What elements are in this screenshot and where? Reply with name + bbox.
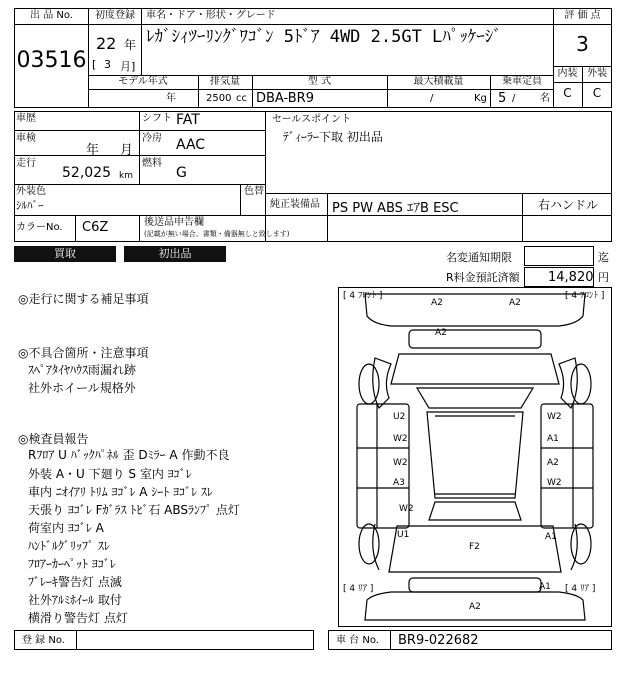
ac-label: 冷房	[142, 133, 162, 144]
damage-mark: A2	[435, 328, 447, 338]
model-year-label: モデル年式	[118, 76, 168, 87]
type-value: DBA-BR9	[256, 91, 314, 106]
displacement-value: 2500	[206, 93, 232, 104]
corner-rear-right: [ 4 ﾘｱ ]	[565, 584, 596, 594]
car-outline	[339, 288, 611, 626]
damage-mark: A2	[431, 298, 443, 308]
lot-number: 03516	[16, 48, 87, 73]
tag-buyout: 買取	[14, 246, 116, 262]
reg-no-label: 登 録 No.	[22, 635, 65, 646]
displacement-label: 排気量	[210, 76, 240, 87]
tag-first-listing: 初出品	[124, 246, 226, 262]
fuel-label: 燃料	[142, 158, 162, 169]
name-change-unit: 迄	[598, 251, 609, 264]
first-reg-label: 初度登録	[95, 10, 135, 21]
shift-label: シフト	[142, 113, 172, 124]
reg-month-unit: 月]	[120, 60, 136, 73]
interior-grade: C	[563, 86, 572, 100]
defects-title: ◎不具合箇所・注意事項	[18, 346, 149, 360]
corner-front-right: [ 4 ﾌﾛﾝﾄ ]	[565, 291, 605, 301]
damage-mark: W2	[393, 434, 408, 444]
recycle-label: R料金預託済額	[446, 271, 520, 284]
capacity-unit: 名	[540, 93, 550, 104]
damage-mark: A2	[469, 602, 481, 612]
aftermarket-label: 後送品申告欄	[144, 217, 204, 228]
displacement-unit: cc	[236, 93, 247, 104]
shift-value: FAT	[176, 112, 200, 128]
car-desc-label: 車名・ドア・形状・グレード	[146, 10, 276, 21]
damage-mark: A2	[509, 298, 521, 308]
recycle-amount: 14,820	[548, 270, 594, 285]
repaint-label: 色替	[244, 186, 264, 197]
corner-front-left: [ 4 ﾌﾛﾝﾄ ]	[343, 291, 383, 301]
inspector-title: ◎検査員報告	[18, 432, 89, 446]
damage-mark: A1	[547, 434, 559, 444]
max-load-label: 最大積載量	[413, 76, 464, 87]
color-no-value: C6Z	[82, 220, 109, 235]
mileage-value: 52,025	[62, 165, 111, 181]
inspection-year-unit: 年	[86, 143, 100, 158]
capacity-sep: /	[512, 93, 516, 104]
damage-mark: W2	[547, 412, 562, 422]
inspector-line: 荷室内 ﾖｺﾞﾚ A	[28, 521, 104, 535]
mileage-label: 走行	[16, 158, 36, 169]
reg-year: 22	[96, 34, 117, 53]
equipment-label: 純正装備品	[270, 199, 320, 210]
sales-point-value: ﾃﾞｨｰﾗｰ下取 初出品	[283, 130, 383, 144]
inspector-line: Rﾌﾛｱ U ﾊﾞｯｸﾊﾟﾈﾙ 歪 Dﾐﾗｰ A 作動不良	[28, 448, 230, 462]
exterior-grade: C	[592, 86, 602, 100]
car-diagram	[338, 287, 612, 627]
inspector-line: ﾌﾛｱｰｶｰﾍﾟｯﾄ ﾖｺﾞﾚ	[28, 557, 116, 571]
inspector-line: 外装 A・U 下廻り S 室内 ﾖｺﾞﾚ	[28, 467, 192, 481]
reg-year-unit: 年	[124, 38, 137, 52]
defect-line: ｽﾍﾟｱﾀｲﾔﾊｳｽ雨漏れ跡	[28, 363, 137, 377]
car-name: ﾚｶﾞｼｨﾂｰﾘﾝｸﾞﾜｺﾞﾝ 5ﾄﾞｱ 4WD 2.5GT Lﾊﾟｯｹｰｼﾞ	[146, 27, 502, 47]
mileage-unit: km	[119, 171, 133, 181]
name-change-label: 名変通知期限	[446, 251, 512, 264]
exterior-label: 外装	[587, 68, 607, 79]
inspector-line: 横滑り警告灯 点灯	[28, 611, 128, 625]
recycle-unit: 円	[598, 271, 609, 284]
damage-mark: A2	[547, 458, 559, 468]
inspector-line: ﾊﾝﾄﾞﾙｸﾞﾘｯﾌﾟ ｽﾚ	[28, 539, 110, 553]
inspector-line: ﾌﾞﾚｰｷ警告灯 点滅	[28, 575, 122, 589]
chassis-label: 車 台 No.	[336, 635, 379, 646]
reg-month-open: [	[92, 58, 97, 71]
damage-mark: U2	[393, 412, 406, 422]
capacity-value: 5	[498, 91, 507, 106]
max-load-sep: /	[430, 93, 434, 104]
damage-mark: W2	[393, 458, 408, 468]
damage-mark: A3	[393, 478, 405, 488]
inspection-month-unit: 月	[120, 143, 134, 158]
inspector-line: 車内 ﾆｵｲｱﾘ ﾄﾘﾑ ﾖｺﾞﾚ A ｼｰﾄ ﾖｺﾞﾚ ｽﾚ	[28, 485, 213, 499]
inspection-label: 車検	[16, 133, 36, 144]
inspector-line: 社外ｱﾙﾐﾎｲｰﾙ 取付	[28, 593, 122, 607]
type-label: 型 式	[307, 76, 332, 87]
color-no-label: カラーNo.	[16, 222, 63, 233]
aftermarket-note: (記載が無い場合、書類・備器無しと致します)	[144, 230, 290, 238]
fuel-value: G	[176, 165, 187, 181]
lot-label: 出 品 No.	[30, 10, 73, 21]
max-load-unit: Kg	[474, 93, 487, 104]
steering-value: 右ハンドル	[538, 198, 599, 212]
defect-line: 社外ホイール規格外	[28, 381, 136, 395]
chassis-value: BR9-022682	[398, 633, 479, 648]
driving-notes-title: ◎走行に関する補足事項	[18, 292, 149, 306]
interior-label: 内装	[557, 68, 578, 79]
damage-mark: W2	[399, 504, 414, 514]
inspector-line: 天張り ﾖｺﾞﾚ Fｶﾞﾗｽ ﾄﾋﾞ石 ABSﾗﾝﾌﾟ 点灯	[28, 503, 240, 517]
grade-label: 評 価 点	[564, 10, 601, 21]
exterior-color-label: 外装色	[16, 186, 46, 197]
grade-value: 3	[576, 32, 589, 56]
damage-mark: A1	[545, 532, 557, 542]
ac-value: AAC	[176, 137, 206, 153]
corner-rear-left: [ 4 ﾘｱ ]	[343, 584, 374, 594]
history-label: 車歴	[16, 113, 36, 124]
damage-mark: A1	[539, 582, 551, 592]
damage-mark: U1	[397, 530, 410, 540]
model-year-unit: 年	[166, 93, 176, 104]
reg-month: 3	[104, 58, 111, 71]
exterior-color-value: ｼﾙﾊﾞｰ	[16, 199, 44, 212]
damage-mark: W2	[547, 478, 562, 488]
name-change-box	[524, 246, 594, 266]
capacity-label: 乗車定員	[502, 76, 542, 87]
equipment-value: PS PW ABS ｴｱB ESC	[332, 201, 459, 216]
damage-mark: F2	[469, 542, 480, 552]
sales-point-label: セールスポイント	[272, 114, 352, 125]
